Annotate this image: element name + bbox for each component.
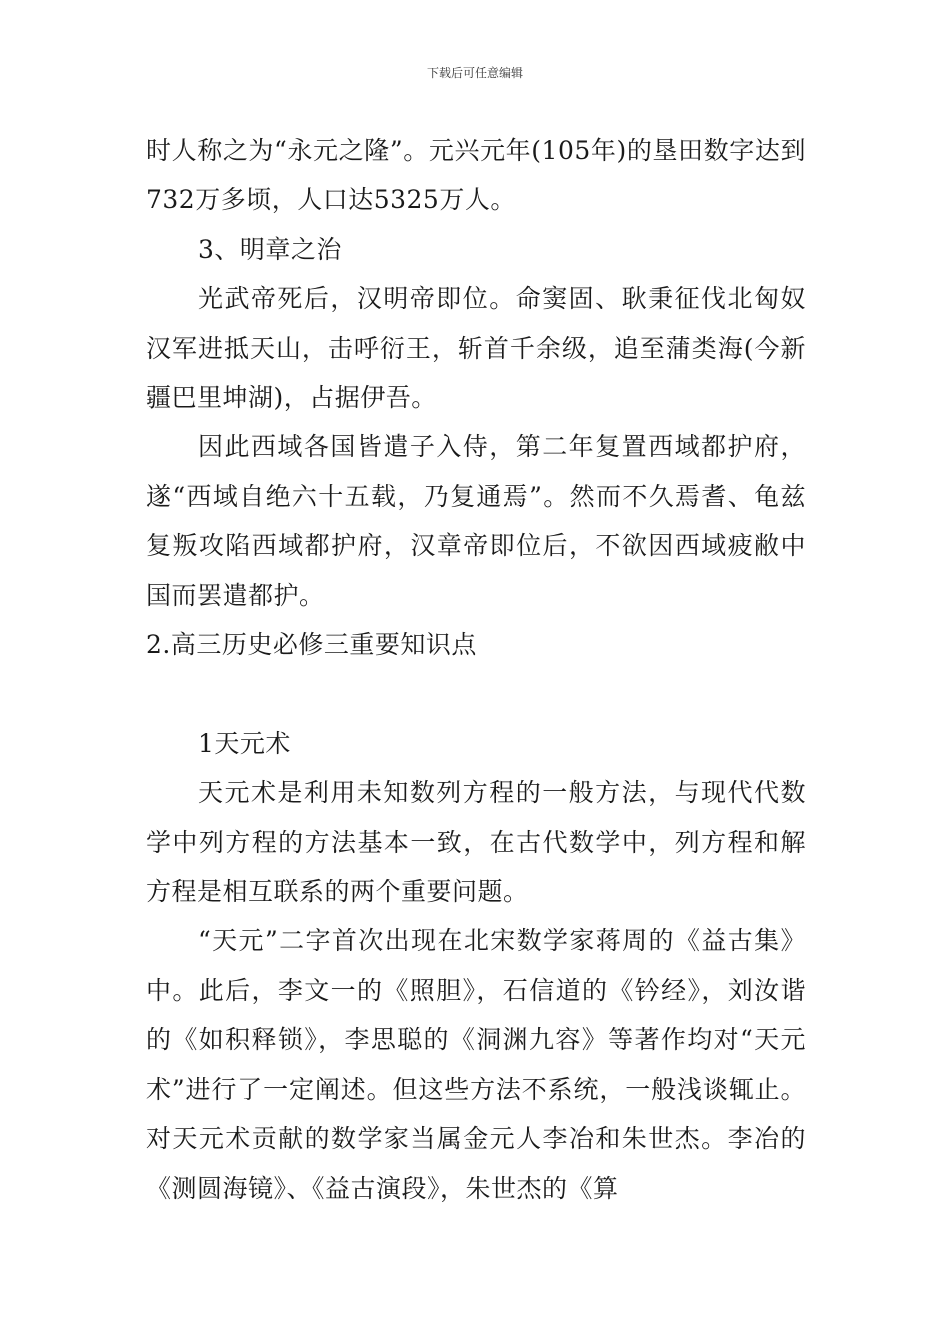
subsection-heading-tianyuan: 1天元术 — [198, 728, 291, 758]
paragraph-5: “天元”二字首次出现在北宋数学家蒋周的《益古集》中。此后，李文一的《照胆》，石信道的《钤经》，刘汝谐的《如积释锁》，李思聪的《洞渊九容》等著作均对“天元术”进行了一定阐述。但这些方法不系统，一般浅谈辄止。对天元术贡献的数学家当属金元人李冶和朱世杰。李冶的《测圆海镜》、《益古演段》，朱世杰的《算 — [146, 926, 806, 1203]
section-title-knowledge-points: 2.高三历史必修三重要知识点 — [146, 630, 477, 660]
paragraph-2: 光武帝死后，汉明帝即位。命窦固、耿秉征伐北匈奴汉军进抵天山，击呼衍王，斩首千余级，追至蒲类海(今新疆巴里坤湖)，占据伊吾。 — [146, 284, 806, 413]
section-heading-mingzhang: 3、明章之治 — [198, 234, 342, 264]
page-header: 下载后可任意编辑 — [426, 66, 523, 80]
document-body — [146, 126, 806, 1213]
paragraph-3: 因此西域各国皆遣子入侍，第二年复置西域都护府，遂“西域自绝六十五载，乃复通焉”。然而不久焉耆、龟兹复叛攻陷西域都护府，汉章帝即位后，不欲因西域疲敝中国而罢遣都护。 — [146, 432, 806, 610]
paragraph-1: 时人称之为“永元之隆”。元兴元年(105年)的垦田数字达到732万多顷，人口达5325万人。 — [146, 136, 806, 215]
blank-line — [146, 669, 806, 718]
paragraph-4: 天元术是利用未知数列方程的一般方法，与现代代数学中列方程的方法基本一致，在古代数学中，列方程和解方程是相互联系的两个重要问题。 — [146, 778, 806, 907]
